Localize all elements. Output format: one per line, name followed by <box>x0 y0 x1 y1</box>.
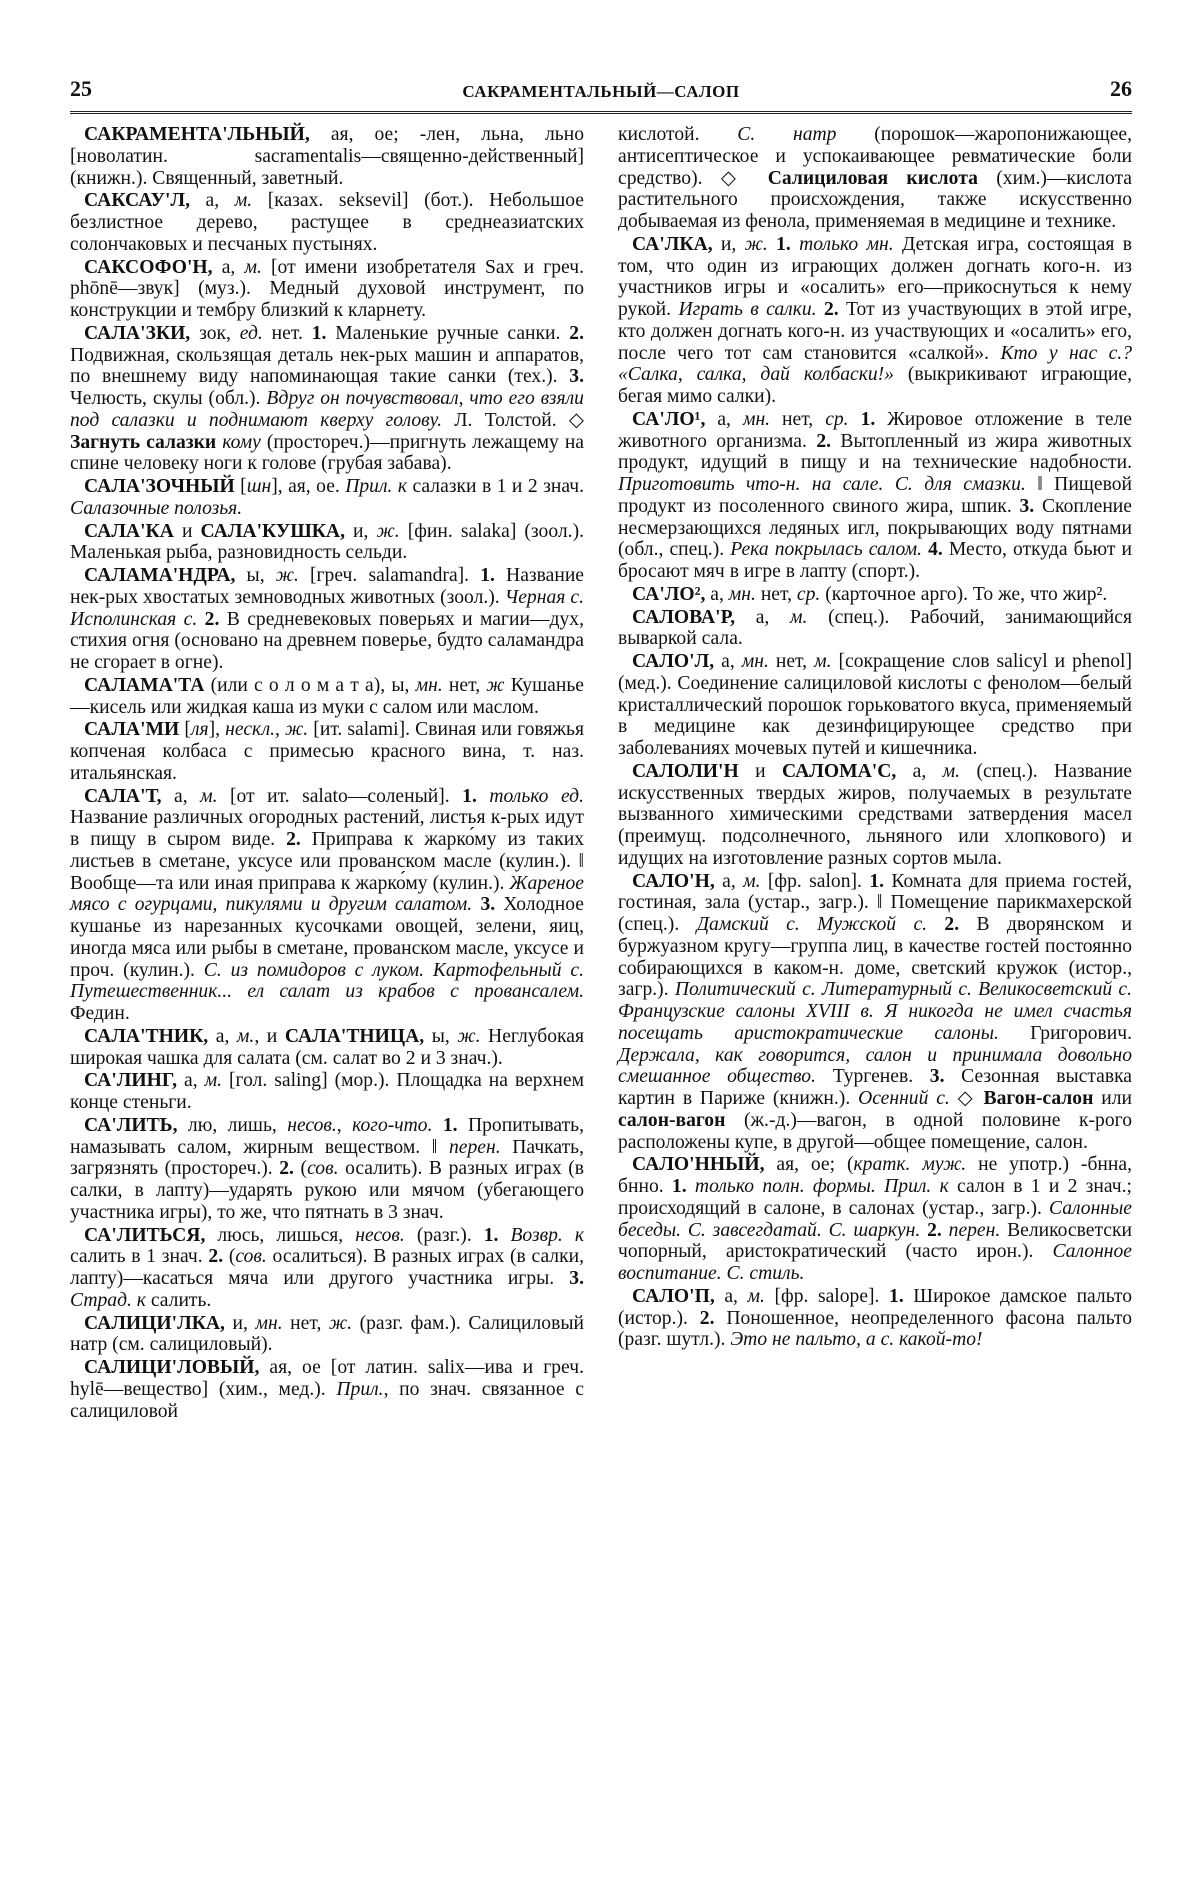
dictionary-entry: САЛИЦИ'ЛОВЫЙ, ая, ое [от латин. salix—ива и греч. hylē—вещество] (хим., мед.). Прил., по знач. связанное с салициловой <box>70 1357 584 1422</box>
dictionary-entry: САЛАМА'НДРА, ы, ж. [греч. salamandra]. 1. Название нек-рых хвостатых земноводных животных (зоол.). Черная с. Исполинская с. 2. В средневековых поверьях и магии—дух, стихия огня (основано на древнем поверье, будто саламандра не сгорает в огне). <box>70 565 584 673</box>
dictionary-columns <box>70 124 1132 1880</box>
dictionary-entry: САЛА'ЗКИ, зок, ед. нет. 1. Маленькие ручные санки. 2. Подвижная, скользящая деталь нек-рых машин и аппаратов, по внешнему виду напоминающая такие санки (тех.). 3. Челюсть, скулы (обл.). Вдруг он почувствовал, что его взяли под салазки и поднимают кверху голову. Л. Толстой. ◇ Загнуть салазки кому (простореч.)—пригнуть лежащему на спине человеку ноги к голове (грубая забава). <box>70 322 585 475</box>
page-number-right: 26 <box>1110 76 1132 101</box>
dictionary-entry: САЛИЦИ'ЛКА, и, мн. нет, ж. (разг. фам.). Салициловый натр (см. салициловый). <box>70 1312 584 1356</box>
dictionary-entry: САЛО'П, а, м. [фр. salope]. 1. Широкое дамское пальто (истор.). 2. Поношенное, неопределенного фасона пальто (разг. шутл.). Это не пальто, а с. какой-то! <box>618 1285 1133 1351</box>
dictionary-entry: САЛО'ННЫЙ, ая, ое; (кратк. муж. не употр.) -бнна, бнно. 1. только полн. формы. Прил. к салон в 1 и 2 знач.; происходящий в салоне, в салонах (устар., загр.). Салонные беседы. С. завсегдатай. С. шаркун. 2. перен. Великосветски чопорный, аристократический (часто ирон.). Салонное воспитание. С. стиль. <box>618 1154 1132 1284</box>
dictionary-entry: САКСАУ'Л, а, м. [казах. seksevil] (бот.). Небольшое безлистное дерево, растущее в среднеазиатских солончаковых и песчаных пустынях. <box>70 190 584 255</box>
running-title: САКРАМЕНТАЛЬНЫЙ—САЛОП <box>462 82 740 101</box>
page-header <box>70 76 1132 116</box>
dictionary-entry: СА'ЛИТЬСЯ, люсь, лишься, несов. (разг.). 1. Возвр. к салить в 1 знач. 2. (сов. осалиться). В разных играх (в салки, лапту)—касаться мяча или другого участника игры. 3. Страд. к салить. <box>70 1224 584 1311</box>
right-column <box>618 124 1132 1880</box>
dictionary-entry: САЛА'Т, а, м. [от ит. salato—соленый]. 1. только ед. Название различных огородных растений, листья к-рых идут в пищу в сыром виде. 2. Приправа к жарко́му из таких листьев в сметане, уксусе или прованском масле (кулин.). ‖ Вообще—та или иная приправа к жарко́му (кулин.). Жареное мясо с огурцами, пикулями и другим салатом. 3. Холодное кушанье из нарезанных кусочками овощей, зелени, яиц, иногда мяса или рыбы в сметане, прованском масле, уксусе и проч. (кулин.). С. из помидоров с луком. Картофельный с. Путешественник... ел салат из крабов с провансалем. Федин. <box>70 785 584 1024</box>
dictionary-entry: САКСОФО'Н, а, м. [от имени изобретателя Sax и греч. phōnē—звук] (муз.). Медный духовой инструмент, по конструкции и тембру близкий к кларнету. <box>70 256 584 321</box>
dictionary-entry: САЛО'Н, а, м. [фр. salon]. 1. Комната для приема гостей, гостиная, зала (устар., загр.). ‖ Помещение парикмахерской (спец.). Дамский с. Мужской с. 2. В дворянском и буржуазном кругу—группа лиц, в качестве гостей постоянно собирающихся в каком-н. доме, светский кружок (истор., загр.). Политический с. Литературный с. Великосветский с. Французские салоны XVIII в. Я никогда не имел счастья посещать аристократические салоны. Григорович. Держала, как говорится, салон и принимала довольно смешанное общество. Тургенев. 3. Сезонная выставка картин в Париже (книжн.). Осенний с. ◇ Вагон-салон или салон-вагон (ж.-д.)—вагон, в одной половине к-рого расположены купе, в другой—общее помещение, салон. <box>618 870 1132 1153</box>
dictionary-entry: СА'ЛО¹, а, мн. нет, ср. 1. Жировое отложение в теле животного организма. 2. Вытопленный из жира животных продукт, идущий в пищу и на технические надобности. Приготовить что-н. на сале. С. для смазки. ‖ Пищевой продукт из посоленного свиного жира, шпик. 3. Скопление несмерзающихся ледяных игл, покрывающих воду пятнами (обл., спец.). Река покрылась салом. 4. Место, откуда бьют и бросают мяч в игре в лапту (спорт.). <box>618 408 1132 582</box>
dictionary-entry: САЛА'МИ [ля], нескл., ж. [ит. salami]. Свиная или говяжья копченая колбаса с примесью красного вина, т. наз. итальянская. <box>70 719 584 784</box>
left-column <box>70 124 584 1880</box>
dictionary-entry: СА'ЛИТЬ, лю, лишь, несов., кого-что. 1. Пропитывать, намазывать салом, жирным веществом. ‖ перен. Пачкать, загрязнять (простореч.). 2. (сов. осалить). В разных играх (в салки, в лапту)—ударять рукою или мячом (убегающего участника игры), то же, что пятнать в 3 знач. <box>70 1114 584 1223</box>
header-rule <box>70 111 1132 114</box>
dictionary-entry: САЛОЛИ'Н и САЛОМА'С, а, м. (спец.). Название искусственных твердых жиров, получаемых в результате вызванного химическими средствами затвердения масел (преимущ. подсолнечного, льняного или хлопкового) и идущих на изготовление разных сортов мыла. <box>618 760 1132 869</box>
dictionary-entry: САЛО'Л, а, мн. нет, м. [сокращение слов salicyl и phenol] (мед.). Соединение салициловой кислоты с фенолом—белый кристаллический порошок горьковатого вкуса, применяемый в медицине как дезинфицирующее средство при заболеваниях мочевых путей и кишечника. <box>618 651 1133 759</box>
dictionary-entry: кислотой. С. натр (порошок—жаропонижающее, антисептическое и успокаивающее ревматические боли средство). ◇ Салициловая кислота (хим.)—кислота растительного происхождения, также искусственно добываемая из фенола, применяемая в медицине и технике. <box>618 124 1132 232</box>
dictionary-entry: САЛОВА'Р, а, м. (спец.). Рабочий, занимающийся вываркой сала. <box>618 606 1132 650</box>
dictionary-entry: СА'ЛКА, и, ж. 1. только мн. Детская игра, состоящая в том, что один из играющих должен догнать кого-н. из участников игры и «осалить» его—прикоснуться к нему рукой. Играть в салки. 2. Тот из участвующих в этой игре, кто должен догнать кого-н. из участвующих и «осалить» его, после чего тот сам становится «салкой». Кто у нас с.? «Салка, салка, дай колбаски!» (выкрикивают играющие, бегая мимо салки). <box>618 233 1132 407</box>
dictionary-entry: САЛА'ЗОЧНЫЙ [шн], ая, ое. Прил. к салазки в 1 и 2 знач. Салазочные полозья. <box>70 476 584 519</box>
dictionary-entry: САЛАМА'ТА (или с о л о м а т а), ы, мн. нет, ж Кушанье—кисель или жидкая каша из муки с салом или маслом. <box>70 674 584 718</box>
dictionary-entry: СА'ЛО², а, мн. нет, ср. (карточное арго). То же, что жир². <box>632 583 1108 605</box>
dictionary-entry: САКРАМЕНТА'ЛЬНЫЙ, ая, ое; -лен, льна, льно [новолатин. sacramentalis—священно-действенный] (книжн.). Священный, заветный. <box>70 124 584 189</box>
page-number-left: 25 <box>70 76 92 101</box>
dictionary-entry: СА'ЛИНГ, а, м. [гол. saling] (мор.). Площадка на верхнем конце стеньги. <box>70 1070 584 1113</box>
dictionary-entry: САЛА'КА и САЛА'КУШКА, и, ж. [фин. salaka] (зоол.). Маленькая рыба, разновидность сельди. <box>70 520 584 564</box>
dictionary-entry: САЛА'ТНИК, а, м., и САЛА'ТНИЦА, ы, ж. Неглубокая широкая чашка для салата (см. салат во 2 и 3 знач.). <box>70 1025 584 1069</box>
